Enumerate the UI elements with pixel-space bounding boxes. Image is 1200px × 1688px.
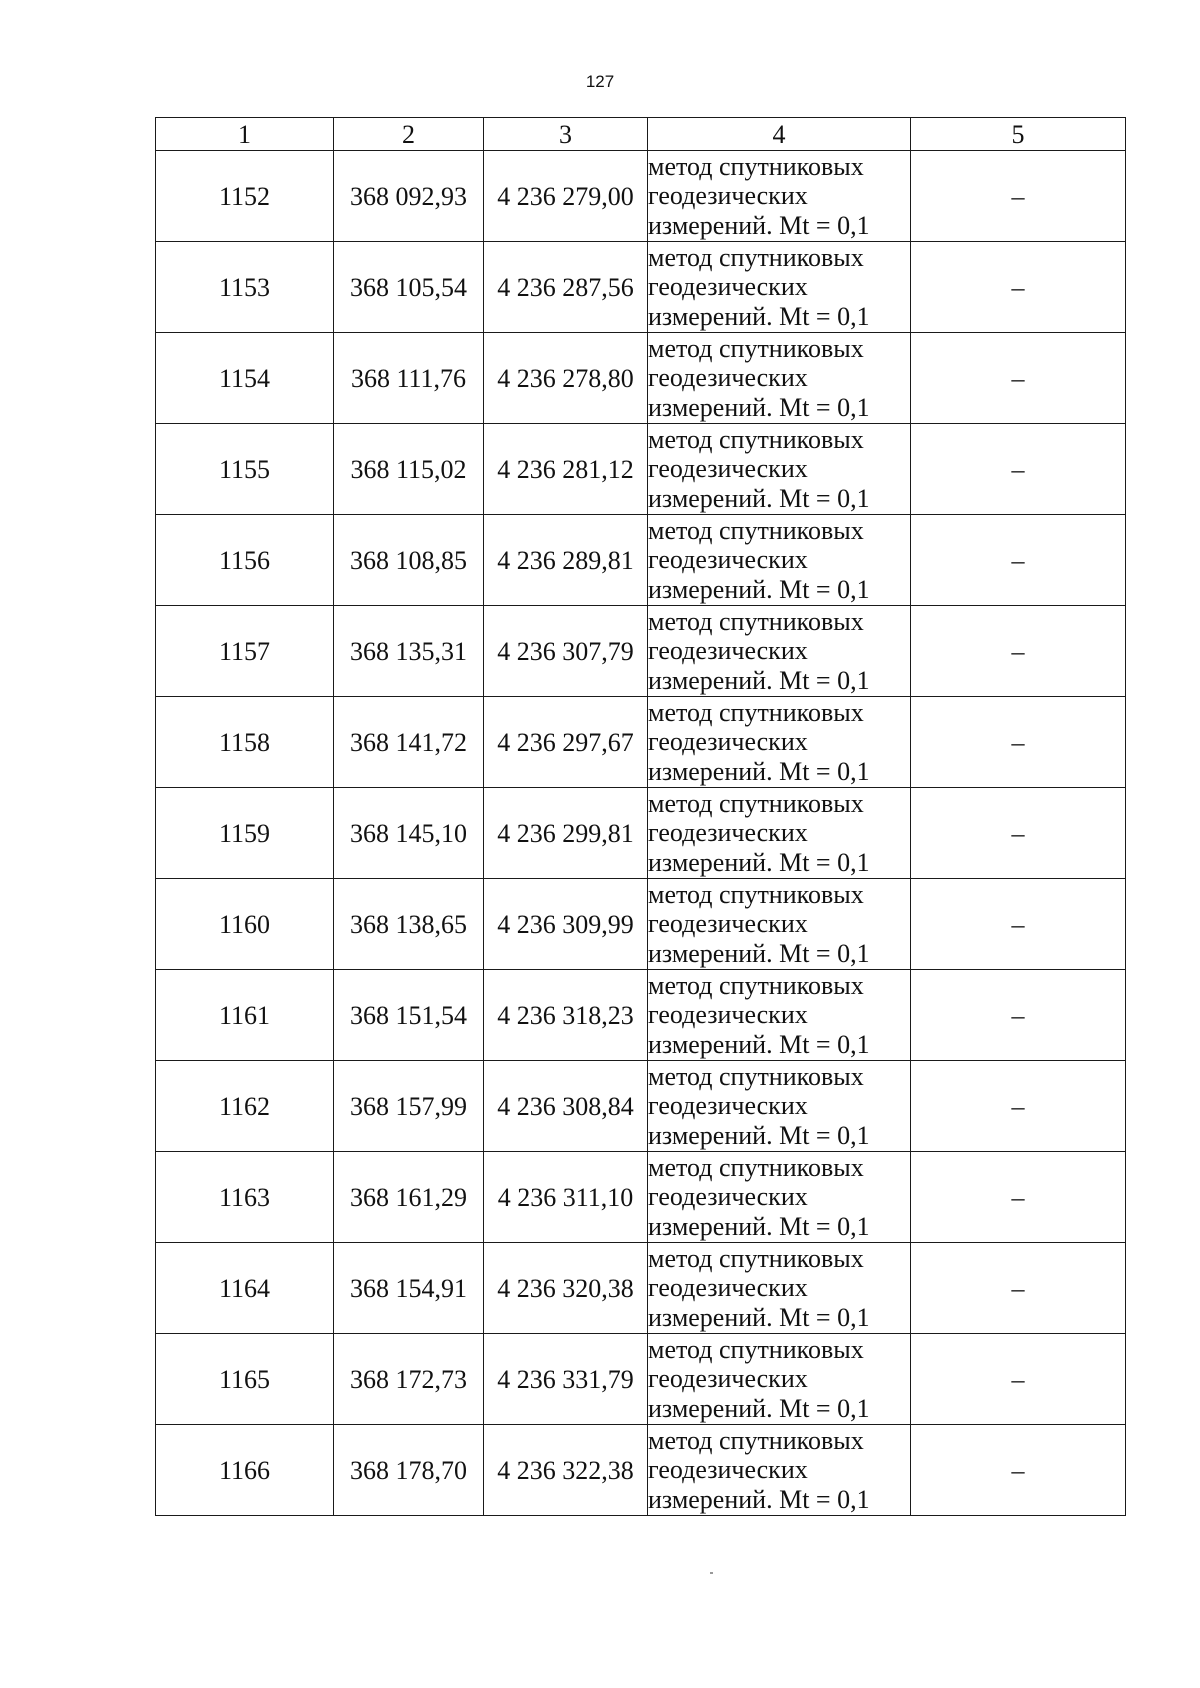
method-line: метод спутниковых (648, 151, 864, 181)
header-col-2: 2 (334, 118, 484, 151)
method-line: метод спутниковых (648, 1425, 864, 1455)
method-cell (648, 1061, 911, 1152)
method-line: измерений. Mt = 0,1 (648, 665, 870, 695)
method-line: метод спутниковых (648, 1152, 864, 1182)
note-cell: – (911, 697, 1126, 788)
method-line: метод спутниковых (648, 242, 864, 272)
page-number: 127 (585, 72, 615, 91)
method-line: метод спутниковых (648, 515, 864, 545)
method-line: измерений. Mt = 0,1 (648, 1484, 870, 1514)
method-line: геодезических (648, 454, 808, 484)
method-cell (648, 151, 911, 242)
x-coordinate-cell: 368 111,76 (334, 333, 484, 424)
method-line: геодезических (648, 272, 808, 302)
header-row (156, 118, 1126, 151)
point-number-cell: 1160 (156, 879, 334, 970)
point-number-cell: 1162 (156, 1061, 334, 1152)
x-coordinate-cell: 368 178,70 (334, 1425, 484, 1516)
point-number-cell: 1156 (156, 515, 334, 606)
table-row (156, 879, 1126, 970)
table-body (156, 151, 1126, 1516)
method-line: измерений. Mt = 0,1 (648, 1211, 870, 1241)
note-cell: – (911, 879, 1126, 970)
method-line: метод спутниковых (648, 606, 864, 636)
x-coordinate-cell: 368 154,91 (334, 1243, 484, 1334)
x-coordinate-cell: 368 157,99 (334, 1061, 484, 1152)
method-line: измерений. Mt = 0,1 (648, 1029, 870, 1059)
table-row (156, 1061, 1126, 1152)
point-number-cell: 1165 (156, 1334, 334, 1425)
method-line: измерений. Mt = 0,1 (648, 392, 870, 422)
note-cell: – (911, 970, 1126, 1061)
note-cell: – (911, 151, 1126, 242)
method-cell (648, 1334, 911, 1425)
method-line: геодезических (648, 727, 808, 757)
note-cell: – (911, 1061, 1126, 1152)
method-cell (648, 788, 911, 879)
table-row (156, 242, 1126, 333)
point-number-cell: 1166 (156, 1425, 334, 1516)
method-line: измерений. Mt = 0,1 (648, 756, 870, 786)
table-row (156, 970, 1126, 1061)
method-line: метод спутниковых (648, 697, 864, 727)
point-number-cell: 1157 (156, 606, 334, 697)
note-cell: – (911, 606, 1126, 697)
method-line: геодезических (648, 181, 808, 211)
header-col-4: 4 (648, 118, 911, 151)
method-line: метод спутниковых (648, 1334, 864, 1364)
header-col-1: 1 (156, 118, 334, 151)
method-line: геодезических (648, 1455, 808, 1485)
table-row (156, 1334, 1126, 1425)
y-coordinate-cell: 4 236 309,99 (484, 879, 648, 970)
point-number-cell: 1152 (156, 151, 334, 242)
method-line: геодезических (648, 818, 808, 848)
header-col-5: 5 (911, 118, 1126, 151)
y-coordinate-cell: 4 236 318,23 (484, 970, 648, 1061)
method-line: геодезических (648, 636, 808, 666)
x-coordinate-cell: 368 105,54 (334, 242, 484, 333)
point-number-cell: 1161 (156, 970, 334, 1061)
scan-speck (710, 1572, 713, 1574)
method-cell (648, 879, 911, 970)
table-row (156, 697, 1126, 788)
method-line: метод спутниковых (648, 1061, 864, 1091)
method-line: измерений. Mt = 0,1 (648, 574, 870, 604)
method-line: геодезических (648, 545, 808, 575)
method-cell (648, 606, 911, 697)
x-coordinate-cell: 368 138,65 (334, 879, 484, 970)
table-row (156, 1152, 1126, 1243)
method-line: измерений. Mt = 0,1 (648, 210, 870, 240)
y-coordinate-cell: 4 236 287,56 (484, 242, 648, 333)
table-row (156, 333, 1126, 424)
method-cell (648, 515, 911, 606)
method-cell (648, 970, 911, 1061)
point-number-cell: 1154 (156, 333, 334, 424)
note-cell: – (911, 1243, 1126, 1334)
method-line: метод спутниковых (648, 879, 864, 909)
method-line: измерений. Mt = 0,1 (648, 301, 870, 331)
y-coordinate-cell: 4 236 278,80 (484, 333, 648, 424)
table-row (156, 151, 1126, 242)
y-coordinate-cell: 4 236 281,12 (484, 424, 648, 515)
method-cell (648, 1243, 911, 1334)
point-number-cell: 1155 (156, 424, 334, 515)
x-coordinate-cell: 368 115,02 (334, 424, 484, 515)
method-line: геодезических (648, 1364, 808, 1394)
y-coordinate-cell: 4 236 308,84 (484, 1061, 648, 1152)
method-line: метод спутниковых (648, 970, 864, 1000)
method-cell (648, 424, 911, 515)
x-coordinate-cell: 368 135,31 (334, 606, 484, 697)
method-line: измерений. Mt = 0,1 (648, 1393, 870, 1423)
note-cell: – (911, 1152, 1126, 1243)
method-cell (648, 242, 911, 333)
method-line: геодезических (648, 909, 808, 939)
method-line: геодезических (648, 1182, 808, 1212)
method-line: измерений. Mt = 0,1 (648, 1302, 870, 1332)
header-col-3: 3 (484, 118, 648, 151)
table-row (156, 1243, 1126, 1334)
method-line: геодезических (648, 363, 808, 393)
note-cell: – (911, 788, 1126, 879)
table-row (156, 424, 1126, 515)
method-line: метод спутниковых (648, 424, 864, 454)
method-line: метод спутниковых (648, 788, 864, 818)
point-number-cell: 1164 (156, 1243, 334, 1334)
method-line: измерений. Mt = 0,1 (648, 847, 870, 877)
table-header (156, 118, 1126, 151)
y-coordinate-cell: 4 236 289,81 (484, 515, 648, 606)
point-number-cell: 1159 (156, 788, 334, 879)
x-coordinate-cell: 368 145,10 (334, 788, 484, 879)
coordinates-table (155, 117, 1126, 1516)
y-coordinate-cell: 4 236 307,79 (484, 606, 648, 697)
x-coordinate-cell: 368 092,93 (334, 151, 484, 242)
y-coordinate-cell: 4 236 279,00 (484, 151, 648, 242)
y-coordinate-cell: 4 236 311,10 (484, 1152, 648, 1243)
method-line: геодезических (648, 1273, 808, 1303)
method-line: метод спутниковых (648, 1243, 864, 1273)
y-coordinate-cell: 4 236 322,38 (484, 1425, 648, 1516)
method-line: измерений. Mt = 0,1 (648, 483, 870, 513)
method-cell (648, 1425, 911, 1516)
x-coordinate-cell: 368 172,73 (334, 1334, 484, 1425)
y-coordinate-cell: 4 236 297,67 (484, 697, 648, 788)
method-cell (648, 697, 911, 788)
method-line: измерений. Mt = 0,1 (648, 1120, 870, 1150)
x-coordinate-cell: 368 108,85 (334, 515, 484, 606)
y-coordinate-cell: 4 236 299,81 (484, 788, 648, 879)
table-row (156, 606, 1126, 697)
note-cell: – (911, 1334, 1126, 1425)
table-row (156, 1425, 1126, 1516)
y-coordinate-cell: 4 236 320,38 (484, 1243, 648, 1334)
y-coordinate-cell: 4 236 331,79 (484, 1334, 648, 1425)
point-number-cell: 1153 (156, 242, 334, 333)
method-line: метод спутниковых (648, 333, 864, 363)
method-cell (648, 333, 911, 424)
note-cell: – (911, 242, 1126, 333)
method-cell (648, 1152, 911, 1243)
point-number-cell: 1163 (156, 1152, 334, 1243)
note-cell: – (911, 1425, 1126, 1516)
note-cell: – (911, 515, 1126, 606)
method-line: измерений. Mt = 0,1 (648, 938, 870, 968)
x-coordinate-cell: 368 161,29 (334, 1152, 484, 1243)
x-coordinate-cell: 368 151,54 (334, 970, 484, 1061)
method-line: геодезических (648, 1091, 808, 1121)
table-row (156, 515, 1126, 606)
table-row (156, 788, 1126, 879)
x-coordinate-cell: 368 141,72 (334, 697, 484, 788)
note-cell: – (911, 333, 1126, 424)
note-cell: – (911, 424, 1126, 515)
point-number-cell: 1158 (156, 697, 334, 788)
method-line: геодезических (648, 1000, 808, 1030)
